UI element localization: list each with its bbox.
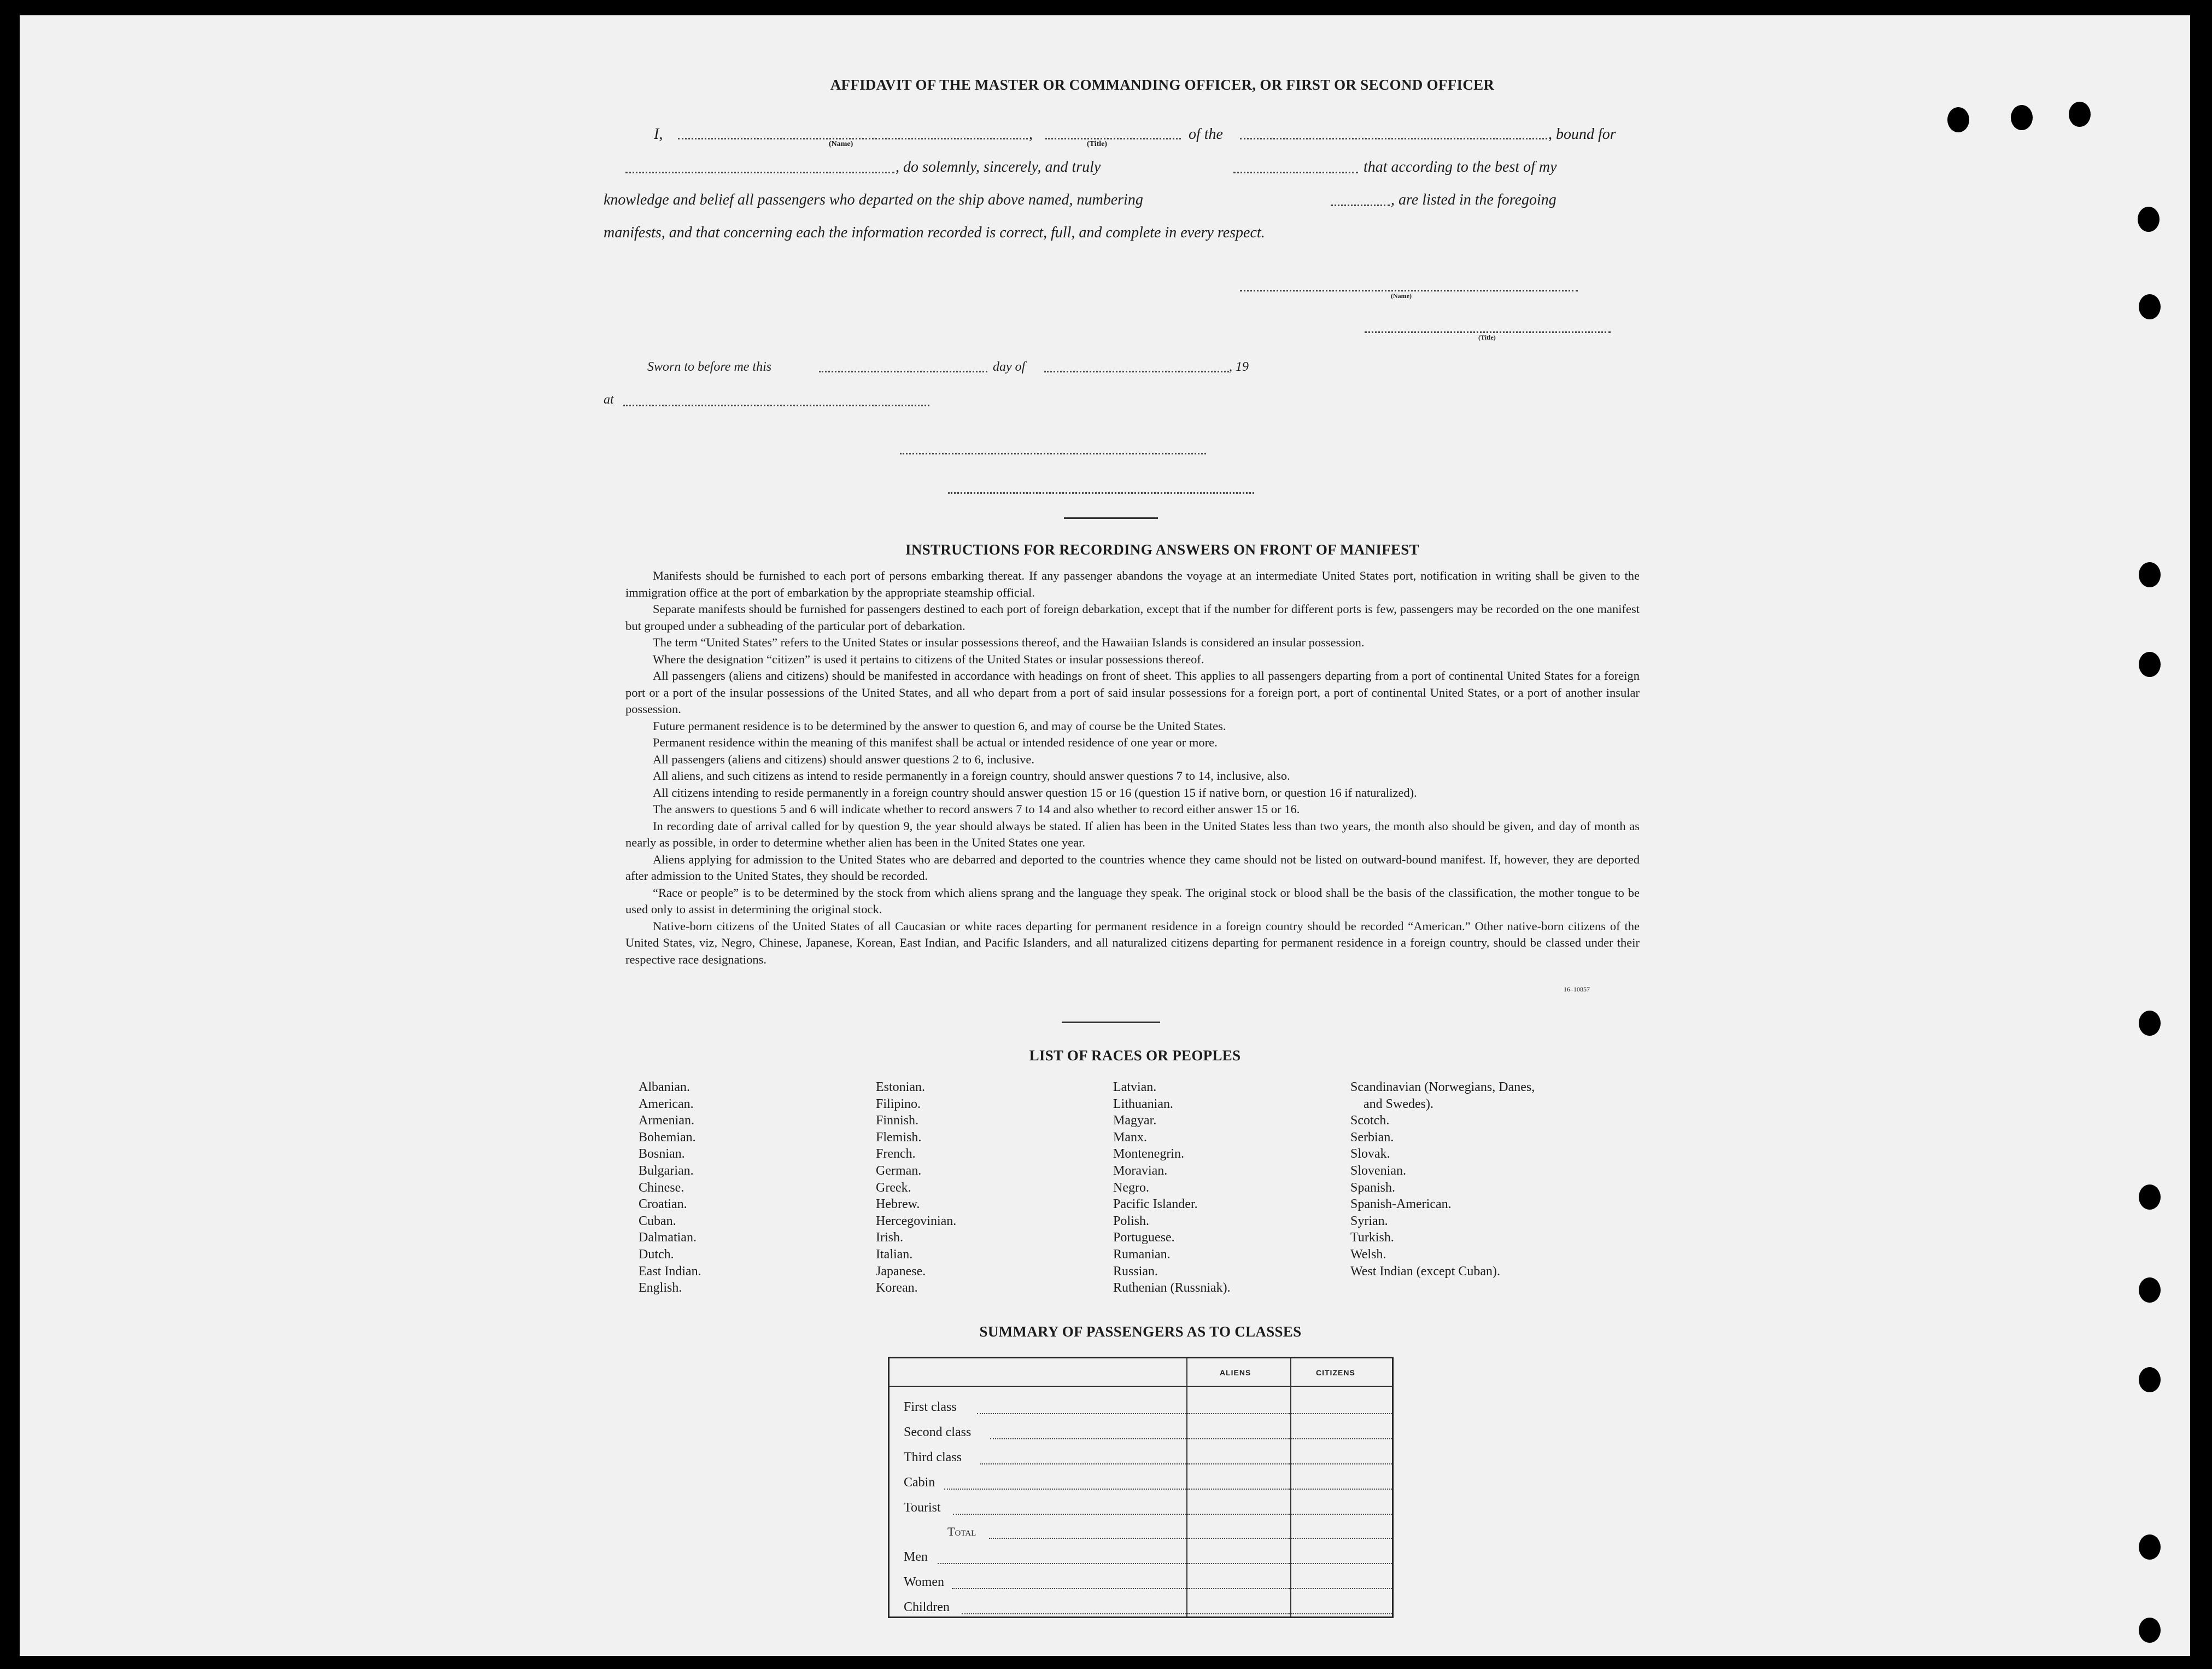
ship-name-field[interactable] [1240, 138, 1547, 139]
races-title: LIST OF RACES OR PEOPLES [1029, 1047, 1241, 1064]
instruction-paragraph: In recording date of arrival called for by question 9, the year should always be stated. If alien has been in the United States less than two years, the month also should be given, and day of month as nearly as possible, in order to determine whether alien has been in the United States one year. [625, 819, 1640, 849]
row-dots [938, 1563, 1186, 1564]
race-item: Scotch. [1350, 1113, 1390, 1128]
sworn-text: Sworn to before me this [647, 360, 772, 374]
row-label-men: Men [904, 1550, 928, 1564]
race-item: Turkish. [1350, 1230, 1394, 1245]
race-item: West Indian (except Cuban). [1350, 1264, 1500, 1279]
punch-hole [2069, 102, 2091, 127]
affidavit-knowledge: knowledge and belief all passengers who departed on the ship above named, numbering [604, 191, 1143, 208]
instruction-paragraph: “Race or people” is to be determined by the stock from which aliens sprang and the language they speak. The original stock or blood shall be the basis of the classification, the mother tongue to be used only to assist in determining the original stock. [625, 885, 1640, 916]
sworn-place-field[interactable] [623, 405, 929, 406]
race-item: Portuguese. [1113, 1230, 1175, 1245]
sworn-month-field[interactable] [1044, 371, 1229, 372]
sworn-at: at [604, 393, 614, 407]
column-divider [1186, 1358, 1187, 1617]
race-item: Montenegrin. [1113, 1147, 1184, 1162]
citizens-women-field[interactable] [1291, 1588, 1392, 1589]
summary-title: SUMMARY OF PASSENGERS AS TO CLASSES [979, 1323, 1302, 1340]
race-item: Chinese. [639, 1180, 684, 1195]
race-item: Bohemian. [639, 1130, 696, 1145]
aliens-third-class-field[interactable] [1187, 1463, 1290, 1464]
citizens-total-field[interactable] [1291, 1538, 1392, 1539]
race-item: Slovak. [1350, 1147, 1390, 1162]
official-signature-line[interactable] [900, 453, 1206, 454]
sworn-day-of: day of [993, 360, 1026, 374]
signature-name-caption: (Name) [1391, 292, 1412, 300]
aliens-total-field[interactable] [1187, 1538, 1290, 1539]
master-title-field[interactable] [1045, 138, 1181, 139]
instruction-paragraph: The answers to questions 5 and 6 will indicate whether to record answers 7 to 14 and also whether to record either answer 15 or 16. [653, 802, 1300, 816]
race-item: Filipino. [876, 1096, 921, 1111]
row-dots [953, 1514, 1186, 1515]
race-item: Rumanian. [1113, 1247, 1171, 1262]
race-item: English. [639, 1281, 682, 1295]
instruction-paragraph: Separate manifests should be furnished for passengers destined to each port of foreign debarkation, except that if the number for different ports is few, passengers may be recorded on the one manifest but grouped under a subheading of the particular port of debarkation. [625, 602, 1640, 633]
aliens-second-class-field[interactable] [1187, 1438, 1290, 1439]
instruction-paragraph: All aliens, and such citizens as intend to reside permanently in a foreign country, should answer questions 7 to 14, inclusive, also. [653, 769, 1290, 783]
instruction-paragraph: All passengers (aliens and citizens) should be manifested in accordance with headings on front of sheet. This applies to all passengers departing from a port of continental United States for a foreign port or a port of the insular possessions of the United States, and all who depart from a port of said insular possessions for a foreign port, a port of continental United States, or a port of another insular possession. [625, 669, 1640, 716]
oath-field[interactable] [1233, 172, 1358, 173]
race-item: East Indian. [639, 1264, 701, 1279]
summary-table [888, 1357, 1394, 1618]
race-item: Negro. [1113, 1180, 1149, 1195]
race-item: Welsh. [1350, 1247, 1386, 1262]
punch-hole [2139, 1011, 2161, 1036]
punch-hole [1947, 107, 1969, 132]
section-divider [1064, 517, 1158, 519]
race-item: Italian. [876, 1247, 913, 1262]
row-dots [990, 1438, 1186, 1439]
instruction-paragraph: Future permanent residence is to be determined by the answer to question 6, and may of course be the United States. [653, 719, 1226, 733]
title-caption: (Title) [1087, 140, 1108, 148]
name-caption: (Name) [829, 140, 853, 148]
punch-hole [2011, 105, 2033, 130]
row-dots [989, 1538, 1186, 1539]
race-item: Serbian. [1350, 1130, 1394, 1145]
race-item: Estonian. [876, 1080, 925, 1094]
affidavit-of-the: of the [1189, 126, 1223, 143]
race-item: Dutch. [639, 1247, 674, 1262]
race-item: Korean. [876, 1281, 918, 1295]
citizens-cabin-field[interactable] [1291, 1489, 1392, 1490]
race-item: Moravian. [1113, 1163, 1168, 1178]
race-item: Croatian. [639, 1197, 687, 1212]
race-item: Greek. [876, 1180, 911, 1195]
column-divider [1290, 1358, 1291, 1617]
race-item: Bosnian. [639, 1147, 685, 1162]
aliens-tourist-field[interactable] [1187, 1514, 1290, 1515]
citizens-children-field[interactable] [1291, 1613, 1392, 1614]
aliens-children-field[interactable] [1187, 1613, 1290, 1614]
punch-hole [2139, 562, 2161, 587]
aliens-first-class-field[interactable] [1187, 1413, 1290, 1414]
race-item: Hebrew. [876, 1197, 920, 1212]
passenger-count-field[interactable] [1331, 205, 1390, 206]
race-item: German. [876, 1163, 922, 1178]
race-item: Finnish. [876, 1113, 919, 1128]
row-dots [977, 1413, 1186, 1414]
instruction-paragraph: The term “United States” refers to the United States or insular possessions thereof, and the Hawaiian Islands is considered an insular possession. [653, 635, 1365, 649]
instruction-paragraph: Manifests should be furnished to each port of persons embarking thereat. If any passenger abandons the voyage at an intermediate United States port, notification in writing shall be given to the immigration office at the port of embarkation by the appropriate steamship official. [625, 569, 1640, 599]
affidavit-bound-for: , bound for [1548, 126, 1616, 143]
row-label-tourist: Tourist [904, 1501, 941, 1515]
row-label-first-class: First class [904, 1400, 957, 1414]
race-item: French. [876, 1147, 916, 1162]
citizens-third-class-field[interactable] [1291, 1463, 1392, 1464]
form-number: 16–10857 [1564, 985, 1590, 993]
destination-field[interactable] [625, 172, 894, 173]
aliens-cabin-field[interactable] [1187, 1489, 1290, 1490]
affidavit-solemnly: , do solemnly, sincerely, and truly [896, 159, 1101, 176]
header-divider [890, 1386, 1392, 1387]
races-column-3 [1113, 1079, 1231, 1297]
race-item: Russian. [1113, 1264, 1158, 1279]
affidavit-that-according: that according to the best of my [1364, 159, 1557, 176]
race-item: Dalmatian. [639, 1230, 697, 1245]
aliens-column-header: ALIENS [1220, 1368, 1251, 1377]
race-item: Spanish. [1350, 1180, 1396, 1195]
race-item: Flemish. [876, 1130, 922, 1145]
race-item: Slovenian. [1350, 1163, 1406, 1178]
affidavit-i: I, [654, 126, 663, 143]
affidavit-manifests: manifests, and that concerning each the information recorded is correct, full, and complete in every respect. [604, 224, 1265, 241]
instruction-paragraph: All passengers (aliens and citizens) should answer questions 2 to 6, inclusive. [653, 752, 1034, 766]
citizens-column-header: CITIZENS [1316, 1368, 1355, 1377]
section-divider [1062, 1022, 1160, 1023]
row-dots [952, 1588, 1186, 1589]
race-item: Japanese. [876, 1264, 926, 1279]
race-item: Cuban. [639, 1213, 676, 1228]
row-label-women: Women [904, 1575, 945, 1589]
row-dots [980, 1463, 1186, 1464]
master-name-field[interactable] [678, 138, 1028, 139]
race-item: Pacific Islander. [1113, 1197, 1198, 1212]
race-item: Albanian. [639, 1080, 690, 1094]
race-item: Hercegovinian. [876, 1213, 957, 1228]
punch-hole [2138, 207, 2160, 232]
row-label-cabin: Cabin [904, 1475, 935, 1490]
citizens-tourist-field[interactable] [1291, 1514, 1392, 1515]
sworn-year: , 19 [1229, 360, 1249, 374]
instructions-title: INSTRUCTIONS FOR RECORDING ANSWERS ON FRONT OF MANIFEST [905, 541, 1419, 558]
instruction-paragraph: All citizens intending to reside permanently in a foreign country should answer question 15 or 16 (question 15 if native born, or question 16 if naturalized). [653, 785, 1417, 800]
instruction-paragraph: Permanent residence within the meaning of this manifest shall be actual or intended residence of one year or more. [653, 736, 1218, 749]
race-item: and Swedes). [1364, 1096, 1433, 1111]
row-label-third-class: Third class [904, 1450, 962, 1464]
race-item: American. [639, 1096, 694, 1111]
aliens-women-field[interactable] [1187, 1588, 1290, 1589]
official-title-line[interactable] [948, 492, 1254, 494]
punch-hole [2139, 1277, 2161, 1303]
instruction-paragraph: Where the designation “citizen” is used it pertains to citizens of the United States or insular possessions thereof. [653, 652, 1204, 666]
race-item: Syrian. [1350, 1213, 1388, 1228]
punch-hole [2139, 1534, 2161, 1560]
race-item: Latvian. [1113, 1080, 1157, 1094]
race-item: Bulgarian. [639, 1163, 694, 1178]
race-item: Armenian. [639, 1113, 694, 1128]
punch-hole [2139, 294, 2161, 319]
race-item: Ruthenian (Russniak). [1113, 1281, 1231, 1295]
punch-hole [2139, 652, 2161, 677]
citizens-second-class-field[interactable] [1291, 1438, 1392, 1439]
aliens-men-field[interactable] [1187, 1563, 1290, 1564]
punch-hole [2139, 1184, 2161, 1210]
row-label-children: Children [904, 1600, 950, 1614]
race-item: Scandinavian (Norwegians, Danes, [1350, 1080, 1535, 1094]
race-item: Irish. [876, 1230, 903, 1245]
punch-hole [2139, 1367, 2161, 1392]
signature-title-caption: (Title) [1478, 334, 1496, 341]
instructions-body [625, 568, 1640, 968]
citizens-first-class-field[interactable] [1291, 1413, 1392, 1414]
races-column-2 [876, 1079, 956, 1297]
row-label-total: Total [947, 1525, 976, 1538]
citizens-men-field[interactable] [1291, 1563, 1392, 1564]
sworn-day-field[interactable] [819, 371, 987, 372]
race-item: Spanish-American. [1350, 1197, 1452, 1212]
punch-hole [2139, 1618, 2161, 1643]
races-column-4 [1350, 1079, 1535, 1280]
race-item: Lithuanian. [1113, 1096, 1173, 1111]
race-item: Polish. [1113, 1213, 1150, 1228]
affidavit-are-listed: , are listed in the foregoing [1391, 191, 1556, 208]
signature-name-line[interactable] [1240, 290, 1578, 291]
instruction-paragraph: Native-born citizens of the United States of all Caucasian or white races departing for permanent residence in a foreign country should be recorded “American.” Other native-born citizens of the United States, viz, Negro, Chinese, Japanese, Korean, East Indian, and Pacific Islanders, and all naturalized citizens departing for permanent residence in a foreign country, should be classed under their respective race designations. [625, 919, 1640, 966]
race-item: Magyar. [1113, 1113, 1157, 1128]
instruction-paragraph: Aliens applying for admission to the United States who are debarred and deported to the countries whence they came should not be listed on outward-bound manifest. If, however, they are deported after admission to the United States, they should be recorded. [625, 852, 1640, 883]
affidavit-title: AFFIDAVIT OF THE MASTER OR COMMANDING OFFICER, OR FIRST OR SECOND OFFICER [830, 77, 1495, 93]
row-dots [944, 1489, 1186, 1490]
race-item: Manx. [1113, 1130, 1147, 1145]
signature-title-line[interactable] [1365, 331, 1611, 333]
races-column-1 [639, 1079, 701, 1297]
row-dots [962, 1613, 1186, 1614]
row-label-second-class: Second class [904, 1425, 972, 1439]
manifest-back-page [20, 15, 2190, 1656]
affidavit-comma: , [1029, 126, 1033, 143]
